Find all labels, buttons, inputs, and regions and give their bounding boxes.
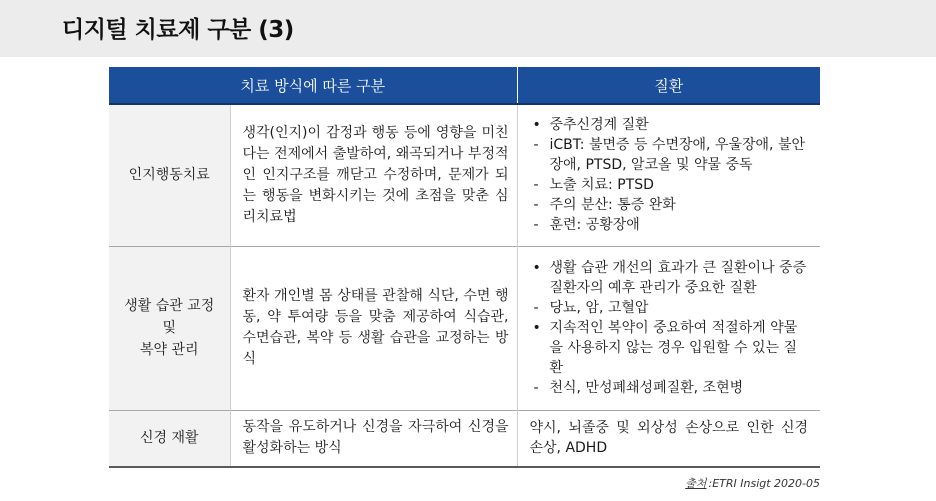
disease-item: - 노출 치료: PTSD xyxy=(533,177,654,194)
method-label: 인지행동치료 xyxy=(128,167,210,184)
disease-list xyxy=(530,258,809,398)
disease-item: • 중추신경계 질환 xyxy=(532,117,649,134)
classification-table xyxy=(109,67,820,468)
method-label: 복약 관리 xyxy=(139,342,199,358)
disease-item: - 주의 분산: 통증 완화 xyxy=(533,197,676,214)
description-cell: 동작을 유도하거나 신경을 자극하여 신경을 활성화하는 방식 xyxy=(230,410,517,467)
description-cell: 환자 개인별 몸 상태를 관찰해 식단, 수면 행동, 약 투여량 등을 맞춤 제공하여 식습관, 수면습관, 복약 등 생활 습관을 교정하는 방식 xyxy=(230,246,517,410)
source-note xyxy=(685,475,820,491)
disease-item: • 지속적인 복약이 중요하여 적절하게 약물을 사용하지 않는 경우 입원할 수 있는 질환 xyxy=(532,320,798,376)
disease-cell xyxy=(517,104,820,246)
table-row xyxy=(109,104,820,246)
method-cell xyxy=(109,104,230,246)
disease-cell: 약시, 뇌졸중 및 외상성 손상으로 인한 신경 손상, ADHD xyxy=(517,410,820,467)
header-disease: 질환 xyxy=(517,67,820,104)
source-label: 출처 xyxy=(685,477,707,490)
table-header-row xyxy=(109,67,820,104)
source-text: :ETRI Insigt 2020-05 xyxy=(708,477,820,490)
table-row xyxy=(109,246,820,410)
disease-list xyxy=(530,115,809,235)
disease-cell xyxy=(517,246,820,410)
page-title: 디지털 치료제 구분 (3) xyxy=(62,17,294,43)
method-label: 신경 재활 xyxy=(139,430,199,447)
description-cell: 생각(인지)이 감정과 행동 등에 영향을 미친다는 전제에서 출발하여, 왜곡되거나 부정적인 인지구조를 깨닫고 수정하며, 문제가 되는 행동을 변화시키는 것에 초점을 맞춘 심리치료법 xyxy=(230,104,517,246)
disease-item: • 생활 습관 개선의 효과가 큰 질환이나 중증질환자의 예후 관리가 중요한 질환 xyxy=(532,260,807,296)
method-cell xyxy=(109,410,230,467)
disease-item: - iCBT: 불면증 등 수면장애, 우울장애, 불안장애, PTSD, 알코올 및 약물 중독 xyxy=(533,137,805,174)
disease-item: - 당뇨, 암, 고혈압 xyxy=(533,300,649,316)
method-label: 및 xyxy=(162,320,177,336)
method-label: 생활 습관 교정 xyxy=(124,298,215,314)
disease-item: - 천식, 만성폐쇄성폐질환, 조현병 xyxy=(533,380,744,396)
header-method: 치료 방식에 따른 구분 xyxy=(109,67,517,104)
method-cell xyxy=(109,246,230,410)
disease-item: - 훈련: 공황장애 xyxy=(533,217,640,234)
table-row xyxy=(109,410,820,467)
